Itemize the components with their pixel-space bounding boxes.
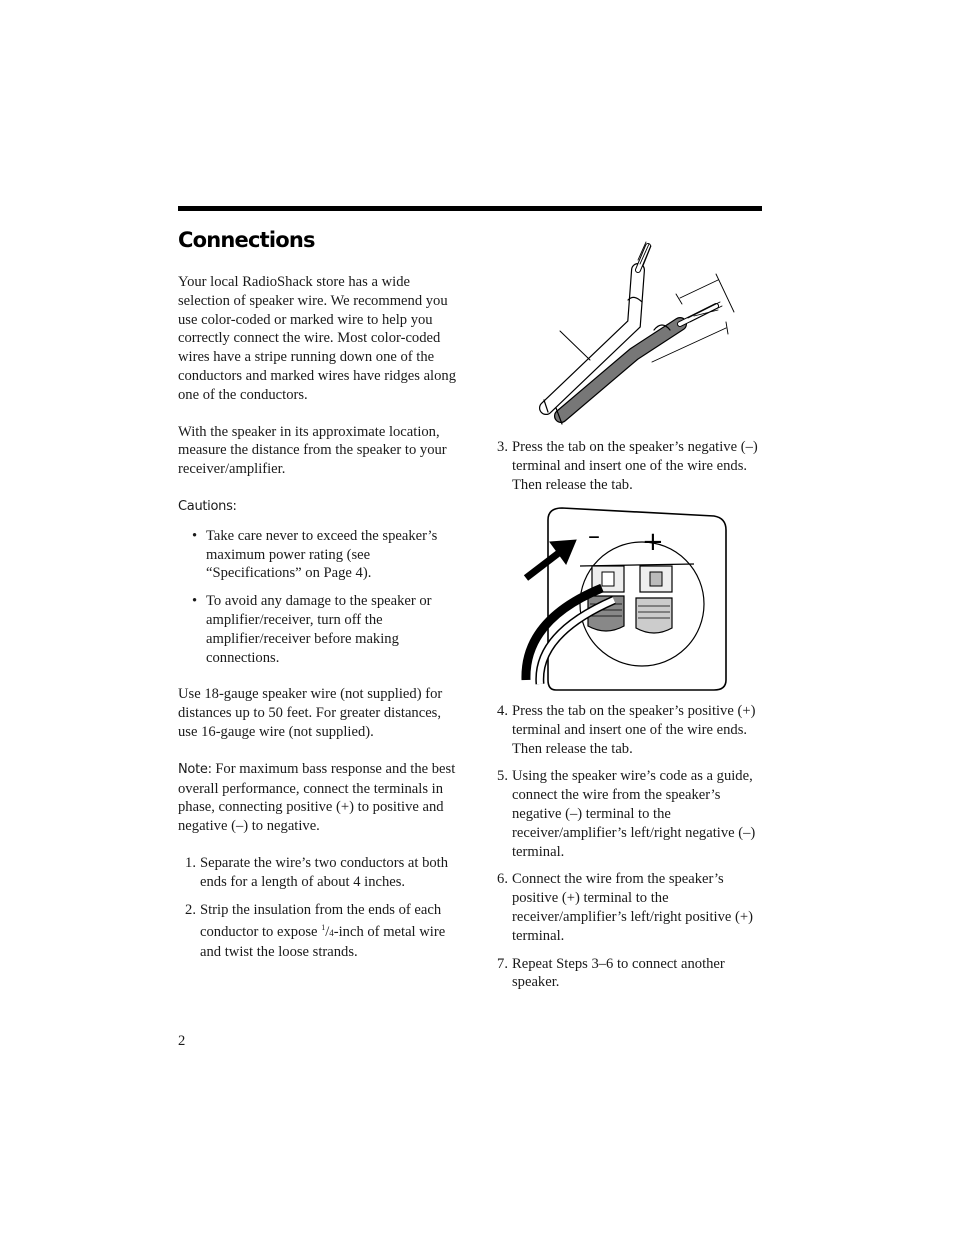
page-title: Connections [178,228,315,252]
steps-list-left [178,854,460,962]
intro-paragraph: Your local RadioShack store has a wide selection of speaker wire. We recommend you use color-coded or marked wire to help you correctly connect the wire. Most color-coded wires have a stripe running down one of the conductors and marked wires have ridges along one of the conductors. [178,274,457,403]
cautions-heading [178,497,460,517]
step-item [490,438,762,494]
step-number: 1. [185,854,196,871]
step-number: 6. [497,871,508,888]
gauge-paragraph: Use 18-gauge speaker wire (not supplied) for distances up to 50 feet. For greater distances, use 16-gauge wire (not supplied). [178,686,443,740]
step-item [178,901,460,962]
note-text: For maximum bass response and the best overall performance, connect the terminals in phase, connecting positive (+) to positive and negative (–) to negative. [178,760,456,835]
step-text: Press the tab on the speaker’s negative (–) terminal and insert one of the wire ends. Then release the tab. [512,439,758,493]
steps-list-right-top [490,438,762,494]
right-column-top [490,438,762,503]
step-number: 3. [497,439,508,455]
caution-item: • Take care never to exceed the speaker’s maximum power rating (see “Specifications” on Page 4). [178,527,460,583]
note-label: Note: [178,761,212,777]
step-number: 7. [497,955,508,972]
measure-paragraph: With the speaker in its approximate location, measure the distance from the speaker to your receiver/amplifier. [178,423,447,478]
step-number: 4. [497,703,508,719]
caution-item: • To avoid any damage to the speaker or amplifier/receiver, turn off the amplifier/receiver before making connections. [178,592,460,667]
step-text: Connect the wire from the speaker’s positive (+) terminal to the receiver/amplifier’s left/right positive (+) terminal. [512,871,753,944]
step-item [490,767,762,861]
step-text: Separate the wire’s two conductors at both ends for a length of about 4 inches. [200,854,449,890]
left-column [178,273,460,971]
step-number: 2. [185,901,196,918]
fraction-slash: / [325,924,330,941]
negative-terminal-label: – [588,522,600,550]
steps-list-right-bottom [490,702,762,992]
step-text: Press the tab on the speaker’s positive (+) terminal and insert one of the wire ends. Then release the tab. [512,703,756,757]
speaker-terminal-illustration [518,504,730,692]
page-number: 2 [178,1033,186,1049]
fraction-denominator: 4 [329,928,334,939]
step-item [490,955,762,993]
step-item [490,702,762,758]
top-rule [178,206,762,211]
cautions-label: Cautions: [178,498,237,514]
step-text-before: Strip the insulation from the ends of each conductor to expose [200,901,442,941]
step-text: Using the speaker wire’s code as a guide, connect the wire from the speaker’s negative (–) terminal to the receiver/amplifier’s left/right negative (–) terminal. [512,768,756,860]
step-text: Repeat Steps 3–6 to connect another speaker. [512,955,725,991]
positive-terminal-label: + [642,527,664,557]
cautions-list [178,527,460,668]
step-item [490,870,762,945]
fraction-numerator: 1 [321,923,326,933]
speaker-wire-illustration [530,236,740,430]
step-item [178,854,460,892]
step-text-after: -inch of metal wire and twist the loose strands. [200,924,446,961]
right-column-bottom [490,702,762,1001]
note-paragraph [178,760,460,836]
step-number: 5. [497,768,508,785]
